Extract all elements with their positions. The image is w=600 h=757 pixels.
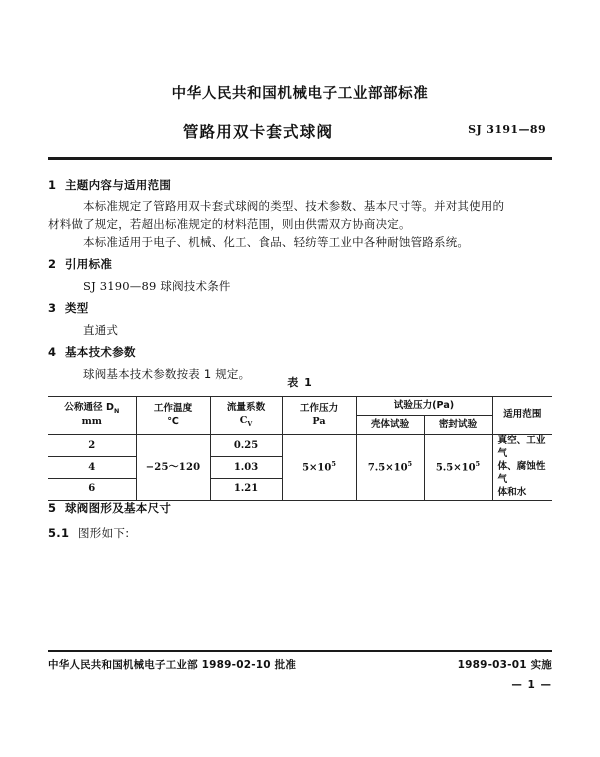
header-working-pressure: 工作压力 Pa (282, 397, 356, 435)
header-shell-test: 壳体试验 (356, 416, 424, 435)
issuing-organization: 中华人民共和国机械电子工业部部标准 (171, 86, 429, 102)
table-caption: 表 1 (287, 376, 313, 389)
cell-working-temperature: −25～120 (136, 435, 210, 501)
section-title-1: 主题内容与适用范围 (65, 178, 172, 192)
specification-table (48, 396, 552, 501)
section-number-5: 5 (48, 501, 57, 515)
subsection-heading-5-1 (48, 525, 129, 541)
cell-application-scope: 真空、工业气 体、腐蚀性气 体和水 (492, 435, 552, 501)
section-title-4: 基本技术参数 (65, 345, 136, 359)
section-title-5: 球阀图形及基本尺寸 (65, 501, 172, 515)
section-number-3: 3 (48, 301, 57, 315)
section-heading-3 (48, 300, 89, 316)
section-heading-2 (48, 256, 112, 272)
section-number-4: 4 (48, 345, 57, 359)
cv-subscript: V (247, 420, 253, 428)
cell-flow-coefficient: 1.03 (210, 456, 282, 478)
cell-nominal-diameter: 2 (48, 435, 136, 457)
subsection-number-5-1: 5.1 (48, 526, 70, 540)
specification-table-wrapper (48, 396, 552, 501)
cell-working-pressure: $5\times 10^5$ (282, 435, 356, 501)
header-working-temperature: 工作温度 ℃ (136, 397, 210, 435)
scope-paragraph-1-line-2: 材料做了规定，若超出标准规定的材料范围，则由供需双方协商决定。 (48, 217, 411, 231)
document-title: 管路用双卡套式球阀 (182, 123, 334, 141)
header-seal-test: 密封试验 (424, 416, 492, 435)
parameters-note: 球阀基本技术参数按表 1 规定。 (83, 367, 251, 381)
cell-flow-coefficient: 1.21 (210, 478, 282, 500)
header-test-pressure-group: 试验压力(Pa) (356, 397, 492, 416)
cell-nominal-diameter: 4 (48, 456, 136, 478)
title-row (48, 120, 552, 144)
approval-statement: 中华人民共和国机械电子工业部 1989-02-10 批准 (48, 659, 297, 671)
scope-paragraph-2: 本标准适用于电子、机械、化工、食品、轻纺等工业中各种耐蚀管路系统。 (83, 235, 470, 249)
dn-subscript: N (113, 407, 120, 415)
header-flow-coefficient: 流量系数 $C_V$ (210, 397, 282, 435)
header-nominal-diameter: 公称通径 $D_N$ mm (48, 397, 136, 435)
subsection-text-5-1: 图形如下: (78, 526, 130, 540)
section-title-2: 引用标准 (65, 257, 113, 271)
section-heading-5 (48, 500, 171, 516)
page-number: — 1 — (511, 679, 552, 691)
header-divider (48, 157, 552, 160)
implementation-statement: 1989-03-01 实施 (457, 659, 552, 671)
table-header-row-1 (48, 397, 552, 416)
standard-code: SJ 3191—89 (468, 123, 546, 136)
cell-nominal-diameter: 6 (48, 478, 136, 500)
section-number-2: 2 (48, 257, 57, 271)
section-heading-4 (48, 344, 136, 360)
section-number-1: 1 (48, 178, 57, 192)
header-temp-unit: ℃ (167, 415, 179, 427)
section-heading-1 (48, 177, 171, 193)
reference-standard-item: SJ 3190—89 球阀技术条件 (83, 279, 231, 293)
cell-shell-test-pressure: $7.5\times 10^5$ (356, 435, 424, 501)
valve-type-value: 直通式 (83, 323, 119, 337)
footer-divider (48, 650, 552, 652)
cell-seal-test-pressure: $5.5\times 10^5$ (424, 435, 492, 501)
header-work-pressure-unit: Pa (312, 415, 326, 427)
table-row (48, 435, 552, 457)
section-title-3: 类型 (65, 301, 89, 315)
cell-flow-coefficient: 0.25 (210, 435, 282, 457)
header-dn-unit: mm (81, 416, 102, 428)
header-application-scope: 适用范围 (492, 397, 552, 435)
scope-paragraph-1-line-1: 本标准规定了管路用双卡套式球阀的类型、技术参数、基本尺寸等。并对其使用的 (83, 199, 505, 213)
